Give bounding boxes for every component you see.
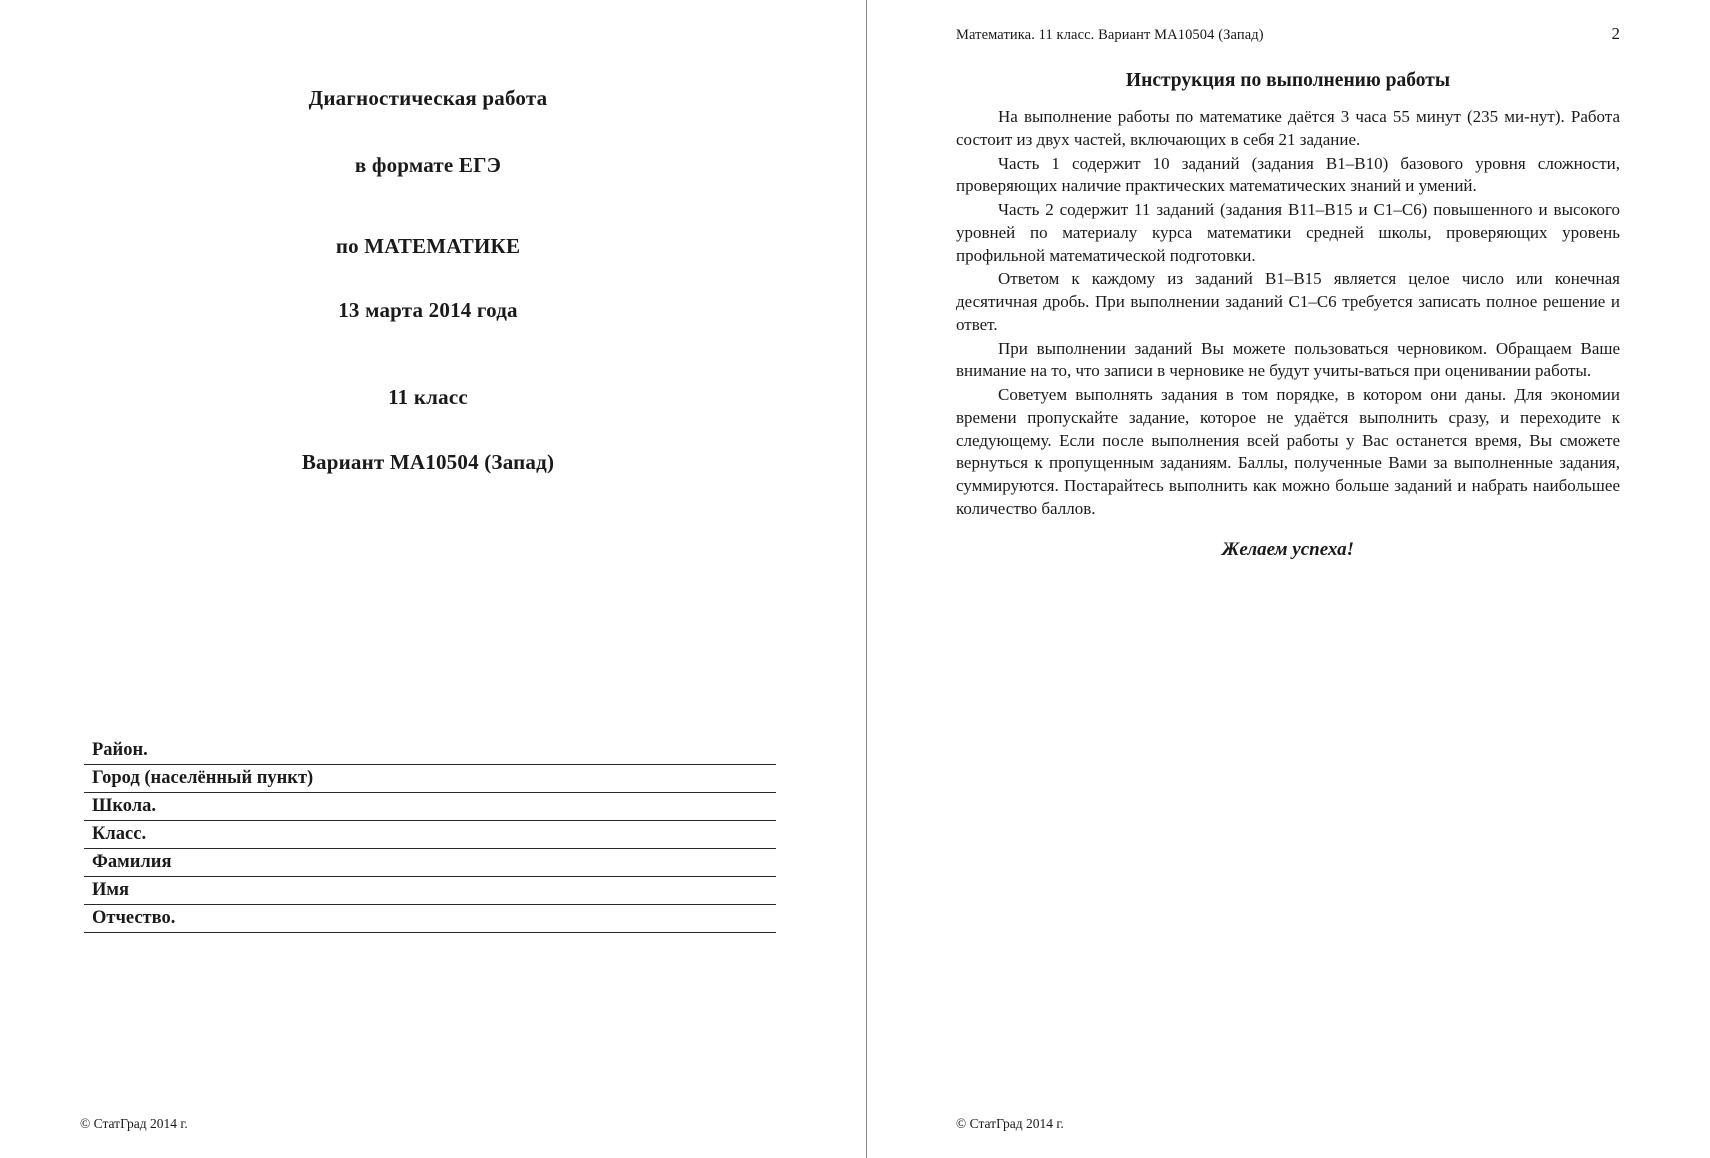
- footer-copyright-right: © СтатГрад 2014 г.: [956, 1116, 1064, 1131]
- title-line-date: 13 марта 2014 года: [338, 297, 518, 322]
- instructions-paragraph: Ответом к каждому из заданий В1–В15 является целое число или конечная десятичная дробь. При выполнении заданий С1–С6 требуется записать полное решение и ответ.: [956, 269, 1620, 334]
- field-row-school[interactable]: [84, 793, 776, 821]
- instructions-paragraph: Часть 1 содержит 10 заданий (задания В1–В10) базового уровня сложности, проверяющих наличие практических математических знаний и умений.: [956, 153, 1620, 196]
- good-luck-note: Желаем успеха!: [1221, 538, 1355, 560]
- title-line-subject: по МАТЕМАТИКЕ: [335, 234, 521, 259]
- footer-copyright-left: © СтатГрад 2014 г.: [80, 1116, 188, 1131]
- instructions-page: [866, 0, 1710, 1158]
- field-label-district: Район.: [92, 740, 148, 761]
- title-line-variant: Вариант МА10504 (Запад): [301, 449, 555, 474]
- title-line-grade: 11 класс: [388, 384, 468, 409]
- field-label-city: Город (населённый пункт): [92, 768, 314, 789]
- title-line-format: в формате ЕГЭ: [354, 153, 502, 178]
- field-label-patronymic: Отчество.: [92, 908, 176, 929]
- field-label-firstname: Имя: [92, 880, 129, 901]
- running-head: [956, 0, 1620, 44]
- instructions-paragraph: На выполнение работы по математике даётся 3 часа 55 минут (235 ми-нут). Работа состоит из двух частей, включающих в себя 21 задание.: [956, 107, 1620, 149]
- field-label-school: Школа.: [92, 796, 156, 817]
- page-number: 2: [1611, 24, 1620, 43]
- field-label-class: Класс.: [92, 824, 147, 845]
- field-row-surname[interactable]: [84, 849, 776, 877]
- student-info-fields: [80, 737, 776, 933]
- field-row-class[interactable]: [84, 821, 776, 849]
- field-row-patronymic[interactable]: [84, 905, 776, 933]
- field-row-firstname[interactable]: [84, 877, 776, 905]
- title-line-work: Диагностическая работа: [308, 86, 548, 110]
- instructions-paragraph: При выполнении заданий Вы можете пользоваться черновиком. Обращаем Ваше внимание на то, что записи в черновике не будут учиты-ваться при оценивании работы.: [956, 338, 1620, 381]
- instructions-heading: Инструкция по выполнению работы: [1125, 70, 1451, 91]
- field-row-district[interactable]: [84, 737, 776, 765]
- field-label-surname: Фамилия: [92, 852, 172, 873]
- field-row-city[interactable]: [84, 765, 776, 793]
- instructions-paragraph: Советуем выполнять задания в том порядке, в котором они даны. Для экономии времени пропускайте задание, которое не удаётся выполнить сразу, и переходите к следующему. Если после выполнения всей работы у Вас останется время, Вы сможете вернуться к пропущенным заданиям. Баллы, полученные Вами за выполненные задания, суммируются. Постарайтесь выполнить как можно больше заданий и набрать наибольшее количество баллов.: [956, 385, 1620, 519]
- instructions-paragraph: Часть 2 содержит 11 заданий (задания В11–В15 и С1–С6) повышенного и высокого уровней по материалу курса математики средней школы, проверяющих уровень профильной математической подготовки.: [956, 200, 1620, 265]
- title-block: [80, 0, 776, 475]
- running-head-title: Математика. 11 класс. Вариант МА10504 (Запад): [956, 27, 1264, 43]
